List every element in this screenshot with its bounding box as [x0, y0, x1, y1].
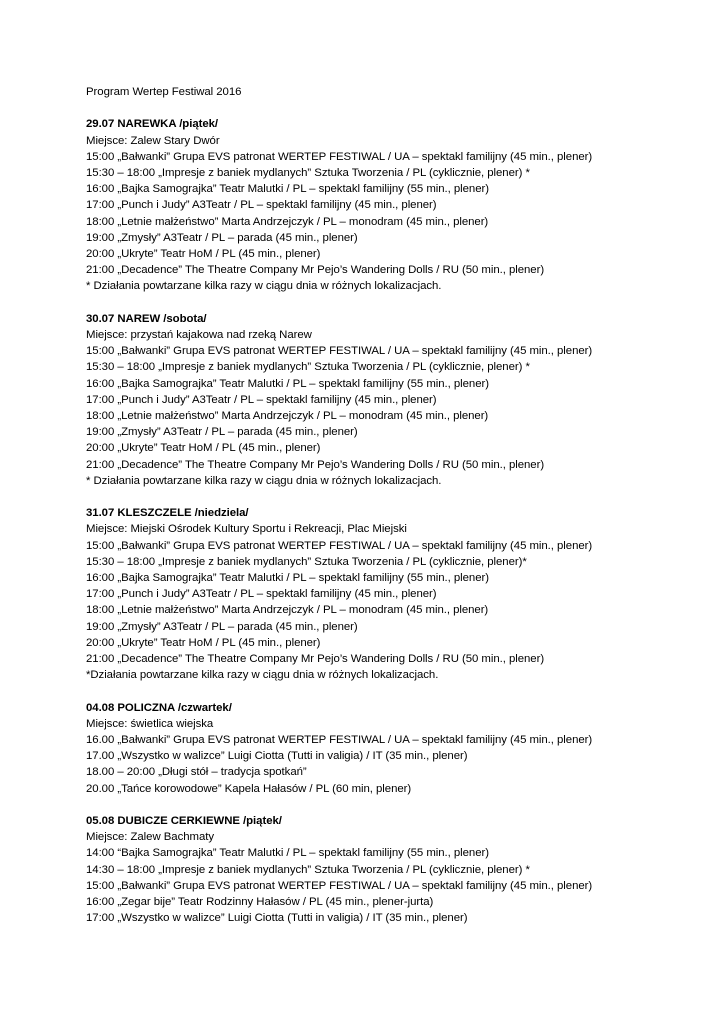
- section-place: Miejsce: świetlica wiejska: [86, 717, 214, 730]
- schedule-line: 17:00 „Punch i Judy” A3Teatr / PL – spektakl familijny (45 min., plener): [86, 199, 437, 212]
- schedule-line: 21:00 „Decadence” The Theatre Company Mr Pejo’s Wandering Dolls / RU (50 min., plener): [86, 653, 545, 666]
- schedule-line: 18:00 „Letnie małżeństwo” Marta Andrzejczyk / PL – monodram (45 min., plener): [86, 215, 489, 228]
- section-place: Miejsce: Miejski Ośrodek Kultury Sportu i Rekreacji, Plac Miejski: [86, 523, 407, 536]
- section-heading: 04.08 POLICZNA /czwartek/: [86, 701, 232, 714]
- schedule-line: 20.00 „Tańce korowodowe” Kapela Hałasów / PL (60 min, plener): [86, 782, 412, 795]
- document-title: Program Wertep Festiwal 2016: [86, 86, 242, 98]
- section-dubicze-cerkiewne: [86, 813, 716, 926]
- schedule-line: 14:30 – 18:00 „Impresje z baniek mydlanych” Sztuka Tworzenia / PL (cyklicznie, plener) *: [86, 863, 530, 876]
- schedule-line: 21:00 „Decadence” The Theatre Company Mr Pejo’s Wandering Dolls / RU (50 min., plener): [86, 264, 545, 277]
- schedule-line: 20:00 „Ukryte” Teatr HoM / PL (45 min., plener): [86, 442, 321, 455]
- section-heading: 30.07 NAREW /sobota/: [86, 312, 207, 325]
- schedule-note: * Działania powtarzane kilka razy w ciągu dnia w różnych lokalizacjach.: [86, 280, 442, 293]
- schedule-line: 15:30 – 18:00 „Impresje z baniek mydlanych” Sztuka Tworzenia / PL (cyklicznie, plener)*: [86, 555, 527, 568]
- schedule-line: 18.00 – 20:00 „Długi stół – tradycja spotkań”: [86, 766, 307, 779]
- document-page: [86, 84, 716, 943]
- schedule-line: 16:00 „Zegar bije” Teatr Rodzinny Hałasów / PL (45 min., plener-jurta): [86, 896, 434, 909]
- schedule-line: 17:00 „Punch i Judy” A3Teatr / PL – spektakl familijny (45 min., plener): [86, 393, 437, 406]
- schedule-line: 16:00 „Bajka Samograjka” Teatr Malutki / PL – spektakl familijny (55 min., plener): [86, 377, 489, 390]
- section-heading: 29.07 NAREWKA /piątek/: [86, 118, 219, 131]
- schedule-line: 14:00 “Bajka Samograjka” Teatr Malutki / PL – spektakl familijny (55 min., plener): [86, 847, 489, 860]
- schedule-line: 18:00 „Letnie małżeństwo” Marta Andrzejczyk / PL – monodram (45 min., plener): [86, 410, 489, 423]
- section-place: Miejsce: przystań kajakowa nad rzeką Narew: [86, 329, 312, 342]
- schedule-line: 19:00 „Zmysły” A3Teatr / PL – parada (45 min., plener): [86, 231, 358, 244]
- schedule-line: 15:30 – 18:00 „Impresje z baniek mydlanych” Sztuka Tworzenia / PL (cyklicznie, plener) *: [86, 361, 530, 374]
- schedule-line: 16.00 „Bałwanki” Grupa EVS patronat WERTEP FESTIWAL / UA – spektakl familijny (45 min., plener): [86, 734, 593, 747]
- schedule-line: 17:00 „Punch i Judy” A3Teatr / PL – spektakl familijny (45 min., plener): [86, 588, 437, 601]
- schedule-line: 21:00 „Decadence” The Theatre Company Mr Pejo’s Wandering Dolls / RU (50 min., plener): [86, 458, 545, 471]
- schedule-line: 15:00 „Bałwanki” Grupa EVS patronat WERTEP FESTIWAL / UA – spektakl familijny (45 min., plener): [86, 879, 593, 892]
- section-narew: [86, 311, 716, 489]
- schedule-line: 16:00 „Bajka Samograjka” Teatr Malutki / PL – spektakl familijny (55 min., plener): [86, 572, 489, 585]
- schedule-note: *Działania powtarzane kilka razy w ciągu dnia w różnych lokalizacjach.: [86, 669, 439, 682]
- section-place: Miejsce: Zalew Stary Dwór: [86, 134, 220, 147]
- schedule-line: 19:00 „Zmysły” A3Teatr / PL – parada (45 min., plener): [86, 620, 358, 633]
- schedule-line: 17:00 „Wszystko w walizce” Luigi Ciotta (Tutti in valigia) / IT (35 min., plener): [86, 912, 468, 925]
- schedule-line: 18:00 „Letnie małżeństwo” Marta Andrzejczyk / PL – monodram (45 min., plener): [86, 604, 489, 617]
- section-kleszczele: [86, 505, 716, 683]
- section-place: Miejsce: Zalew Bachmaty: [86, 831, 214, 844]
- schedule-line: 15:30 – 18:00 „Impresje z baniek mydlanych” Sztuka Tworzenia / PL (cyklicznie, plener) *: [86, 167, 530, 179]
- schedule-line: 20:00 „Ukryte” Teatr HoM / PL (45 min., plener): [86, 636, 321, 649]
- schedule-line: 16:00 „Bajka Samograjka” Teatr Malutki / PL – spektakl familijny (55 min., plener): [86, 183, 489, 196]
- schedule-line: 15:00 „Bałwanki” Grupa EVS patronat WERTEP FESTIWAL / UA – spektakl familijny (45 min., plener): [86, 539, 593, 552]
- section-narewka: [86, 116, 716, 294]
- section-policzna: [86, 700, 716, 797]
- schedule-line: 15:00 „Bałwanki” Grupa EVS patronat WERTEP FESTIWAL / UA – spektakl familijny (45 min., plener): [86, 345, 593, 358]
- schedule-line: 20:00 „Ukryte” Teatr HoM / PL (45 min., plener): [86, 248, 321, 261]
- section-heading: 31.07 KLESZCZELE /niedziela/: [86, 507, 249, 520]
- schedule-line: 17.00 „Wszystko w walizce” Luigi Ciotta (Tutti in valigia) / IT (35 min., plener): [86, 750, 468, 763]
- schedule-line: 19:00 „Zmysły” A3Teatr / PL – parada (45 min., plener): [86, 426, 358, 439]
- schedule-line: 15:00 „Bałwanki” Grupa EVS patronat WERTEP FESTIWAL / UA – spektakl familijny (45 min., plener): [86, 150, 593, 163]
- section-heading: 05.08 DUBICZE CERKIEWNE /piątek/: [86, 815, 282, 828]
- schedule-note: * Działania powtarzane kilka razy w ciągu dnia w różnych lokalizacjach.: [86, 474, 442, 487]
